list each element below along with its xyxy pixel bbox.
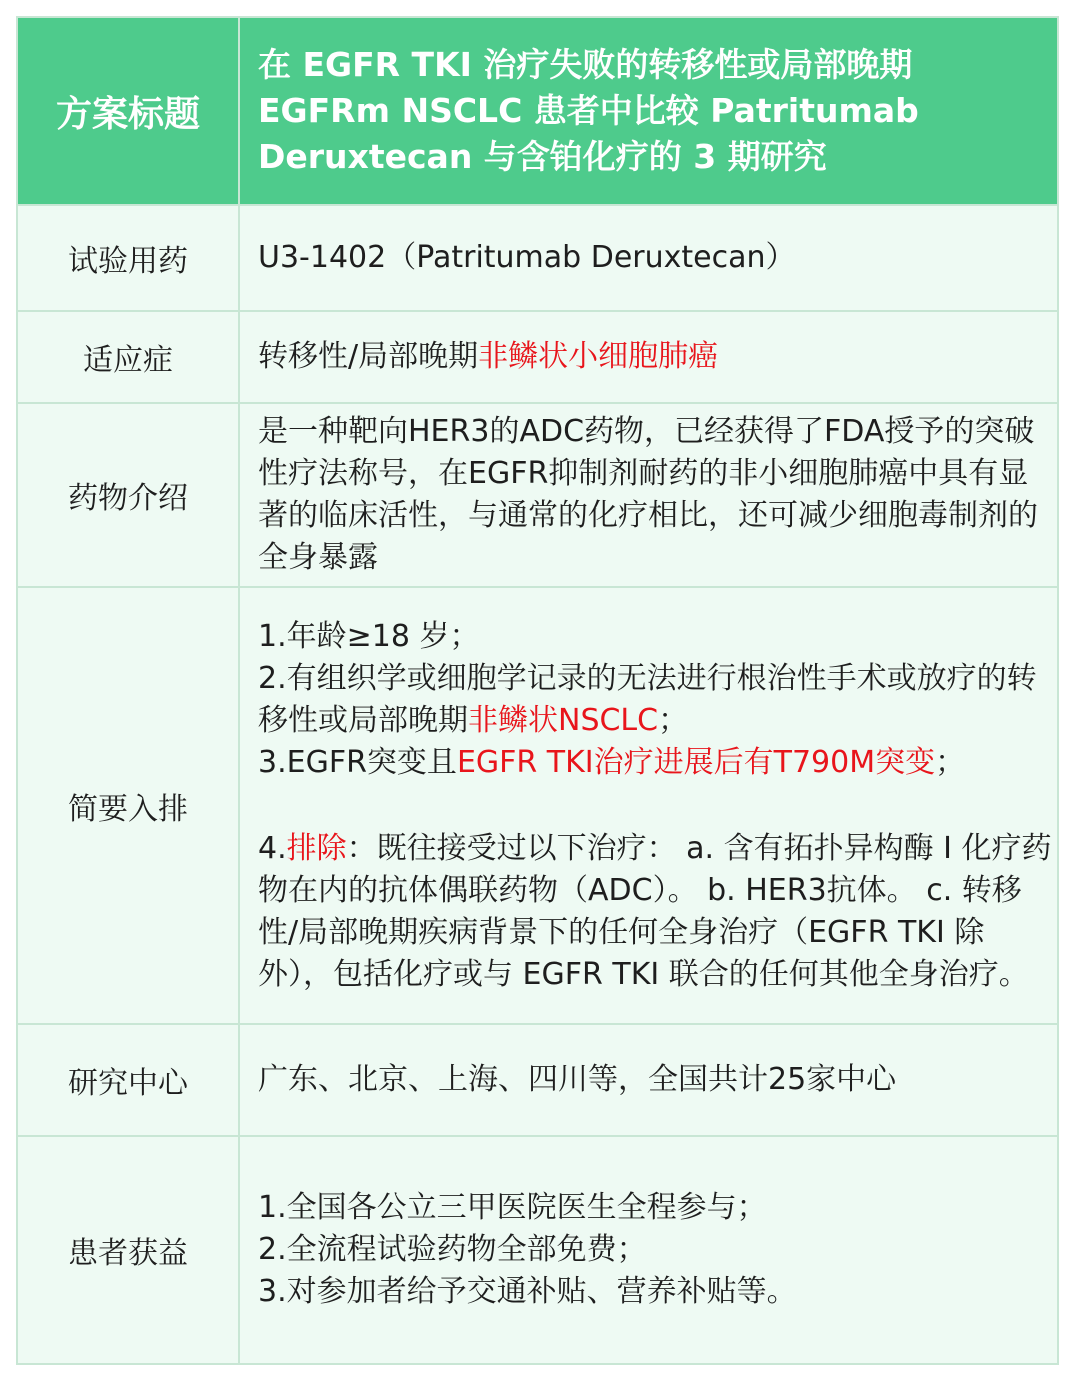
criteria-item-3 [258,742,1053,784]
criteria-item-2 [258,658,1053,742]
indication-key: 适应症 [17,311,239,403]
row-benefits [17,1136,1058,1364]
criteria-item-4-highlight: 排除 [286,830,347,866]
intro-key: 药物介绍 [17,403,239,587]
row-indication [17,311,1058,403]
benefit-item-1: 1.全国各公立三甲医院医生全程参与； [258,1190,767,1225]
indication-highlight: 非鳞状小细胞肺癌 [478,339,719,374]
benefit-item-2: 2.全流程试验药物全部免费； [258,1232,647,1267]
criteria-item-3-highlight: EGFR TKI治疗进展后有T790M突变 [456,744,936,780]
drug-value: U3-1402（Patritumab Deruxtecan） [239,205,1058,311]
centers-value: 广东、北京、上海、四川等，全国共计25家中心 [239,1024,1058,1136]
criteria-item-4-text: ：既往接受过以下治疗： a. 含有拓扑异构酶 I 化疗药物在内的抗体偶联药物（ADC）。 b. HER3抗体。 c. 转移性/局部晚期疾病背景下的任何全身治疗（EGFR TKI 除外），包括化疗或与 EGFR TKI 联合的任何其他全身治疗。 [258,830,1052,992]
drug-key: 试验用药 [17,205,239,311]
benefits-value [239,1136,1058,1364]
row-criteria [17,587,1058,1024]
criteria-key: 简要入排 [17,587,239,1024]
row-drug [17,205,1058,311]
header-title: 在 EGFR TKI 治疗失败的转移性或局部晚期 EGFRm NSCLC 患者中比较 Patritumab Deruxtecan 与含铂化疗的 3 期研究 [239,17,1058,205]
header-row [17,17,1058,205]
row-centers [17,1024,1058,1136]
criteria-item-3-text: 3.EGFR突变且 [258,744,457,780]
criteria-item-2-highlight: 非鳞状NSCLC [468,702,659,738]
criteria-item-2-end: ； [658,702,689,738]
trial-info-table [16,16,1059,1365]
indication-plain: 转移性/局部晚期 [258,339,479,374]
criteria-item-4 [258,828,1053,996]
header-key: 方案标题 [17,17,239,205]
intro-value: 是一种靶向HER3的ADC药物，已经获得了FDA授予的突破性疗法称号，在EGFR抑制剂耐药的非小细胞肺癌中具有显著的临床活性，与通常的化疗相比，还可减少细胞毒制剂的全身暴露 [239,403,1058,587]
criteria-item-3-end: ； [935,744,966,780]
criteria-item-1: 1.年龄≥18 岁； [258,618,480,654]
row-intro [17,403,1058,587]
benefits-key: 患者获益 [17,1136,239,1364]
criteria-value [239,587,1058,1024]
centers-key: 研究中心 [17,1024,239,1136]
criteria-spacer [258,784,1053,828]
criteria-item-2-text: 2.有组织学或细胞学记录的无法进行根治性手术或放疗的转移性或局部晚期 [258,660,1037,738]
indication-value [239,311,1058,403]
criteria-item-4-prefix: 4. [258,830,287,866]
benefit-item-3: 3.对参加者给予交通补贴、营养补贴等。 [258,1274,797,1309]
